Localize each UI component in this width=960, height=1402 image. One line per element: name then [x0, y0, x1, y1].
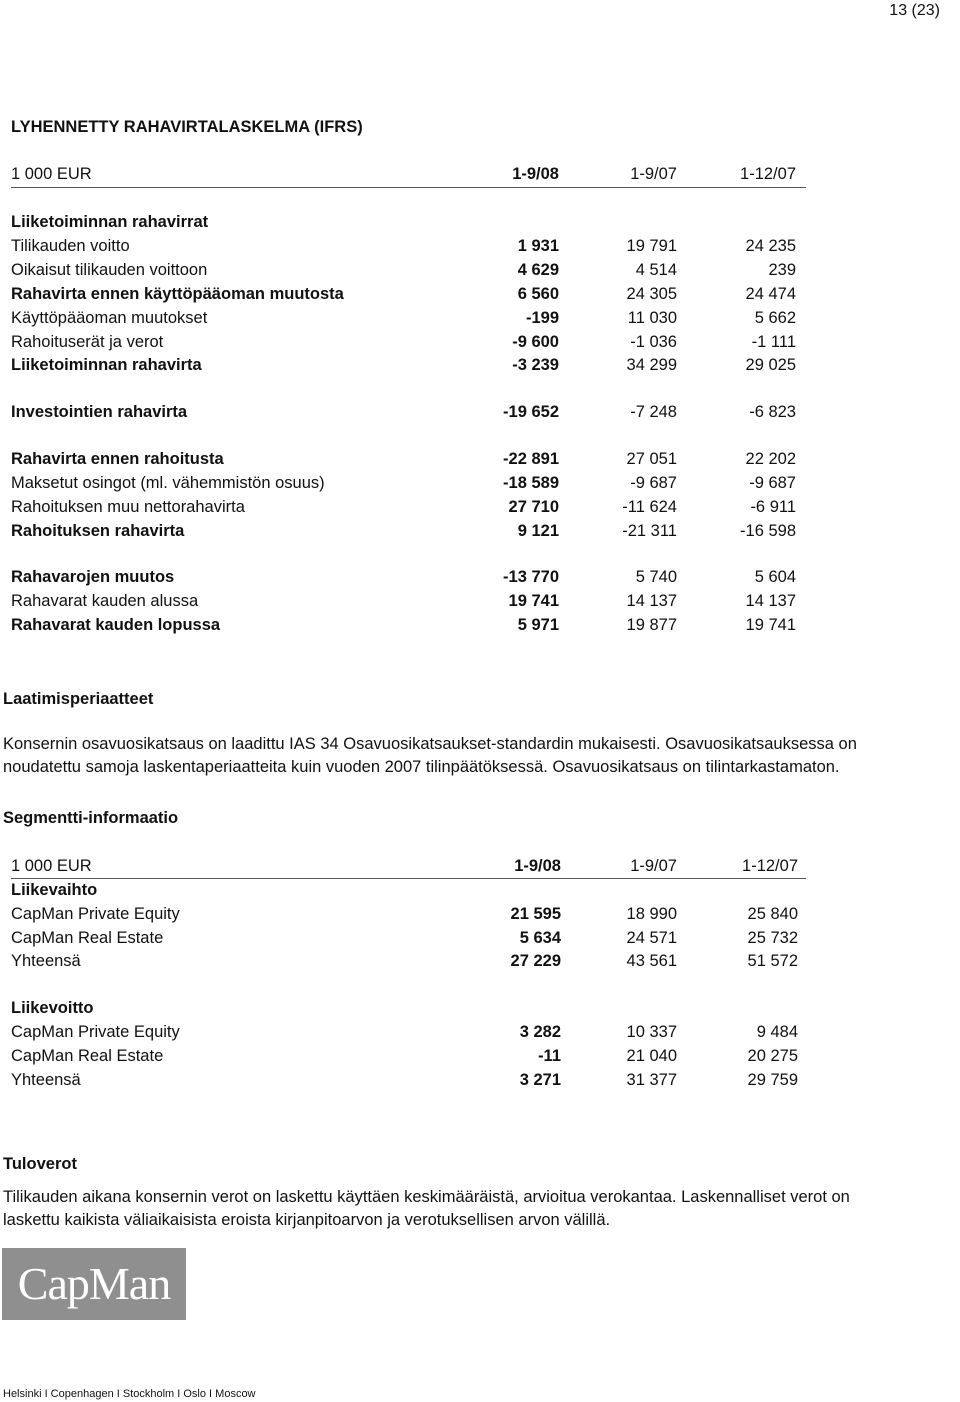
value-1-12-07: -16 598 — [740, 522, 796, 540]
value-1-9-07: 5 740 — [635, 568, 677, 586]
accounting-paragraph — [3, 733, 959, 779]
table-row — [11, 903, 806, 925]
table-row — [11, 950, 806, 972]
value-1-9-07: 4 514 — [635, 261, 677, 279]
row-label: CapMan Real Estate — [11, 929, 164, 947]
value-1-12-07: 5 604 — [754, 568, 796, 586]
accounting-line-1: Konsernin osavuosikatsaus on laadittu IAS 34 Osavuosikatsaukset-standardin mukaisesti. Osavuosikatsauksessa on — [3, 735, 857, 753]
value-1-9-07: 14 137 — [626, 592, 677, 610]
value-1-9-08: 27 229 — [510, 952, 561, 970]
row-label: Rahoituksen muu nettorahavirta — [11, 498, 245, 516]
value-1-12-07: 239 — [768, 261, 796, 279]
taxes-paragraph — [3, 1186, 959, 1232]
value-1-9-07: 27 051 — [626, 450, 677, 468]
value-1-12-07: -1 111 — [751, 333, 796, 351]
value-1-12-07: 9 484 — [756, 1023, 798, 1041]
value-1-9-07: -21 311 — [622, 522, 677, 540]
taxes-line-1: Tilikauden aikana konsernin verot on laskettu käyttäen keskimääräistä, arvioitua verokantaa. Laskennalliset verot on — [3, 1188, 850, 1206]
accounting-heading: Laatimisperiaatteet — [3, 690, 154, 708]
value-1-9-07: 31 377 — [626, 1071, 677, 1089]
value-1-9-07: 24 305 — [626, 285, 677, 303]
value-1-12-07: 14 137 — [745, 592, 796, 610]
value-1-9-07: 43 561 — [626, 952, 677, 970]
value-1-9-08: -199 — [525, 309, 559, 327]
value-1-9-08: -9 600 — [512, 333, 559, 351]
table-row — [11, 448, 806, 470]
value-1-12-07: 20 275 — [747, 1047, 798, 1065]
value-1-9-08: 3 271 — [519, 1071, 561, 1089]
table-header-row — [11, 855, 806, 877]
unit-label: 1 000 EUR — [11, 165, 92, 183]
value-1-9-07: 24 571 — [626, 929, 677, 947]
table-row — [11, 614, 806, 636]
capman-logo: CapMan — [2, 1248, 186, 1320]
col-header-1-9-08: 1-9/08 — [514, 857, 561, 875]
value-1-9-07: 10 337 — [626, 1023, 677, 1041]
value-1-9-08: -11 — [538, 1047, 561, 1065]
row-label: Rahavirta ennen rahoitusta — [11, 450, 224, 468]
row-label: Rahoituserät ja verot — [11, 333, 164, 351]
value-1-9-08: 19 741 — [508, 592, 559, 610]
footer-locations: Helsinki I Copenhagen I Stockholm I Oslo I Moscow — [3, 1388, 256, 1400]
table-row — [11, 401, 806, 423]
value-1-12-07: 19 741 — [745, 616, 796, 634]
value-1-9-08: 27 710 — [508, 498, 559, 516]
row-label: Rahoituksen rahavirta — [11, 522, 185, 540]
group-title — [11, 997, 806, 1019]
value-1-12-07: -6 823 — [749, 403, 796, 421]
section-title-label: Liiketoiminnan rahavirrat — [11, 213, 209, 231]
table-row — [11, 235, 806, 257]
col-header-1-9-07: 1-9/07 — [630, 857, 677, 875]
value-1-9-07: 21 040 — [626, 1047, 677, 1065]
value-1-9-07: 11 030 — [627, 309, 677, 327]
value-1-9-08: 5 634 — [519, 929, 561, 947]
table-row — [11, 283, 806, 305]
value-1-12-07: 51 572 — [747, 952, 798, 970]
row-label: Tilikauden voitto — [11, 237, 130, 255]
taxes-line-2: laskettu kaikista väliaikaisista eroista kirjanpitoarvon ja verotuksellisen arvon välillä. — [3, 1211, 611, 1229]
value-1-12-07: 25 732 — [747, 929, 798, 947]
value-1-9-08: -19 652 — [503, 403, 559, 421]
table-row — [11, 1045, 806, 1067]
row-label: CapMan Private Equity — [11, 905, 180, 923]
row-label: Liiketoiminnan rahavirta — [11, 356, 202, 374]
value-1-9-08: -18 589 — [503, 474, 559, 492]
document-title: LYHENNETTY RAHAVIRTALASKELMA (IFRS) — [11, 118, 363, 136]
table-row — [11, 520, 806, 542]
table-row — [11, 1069, 806, 1091]
value-1-9-07: -1 036 — [630, 333, 677, 351]
row-label: CapMan Private Equity — [11, 1023, 180, 1041]
value-1-9-07: 18 990 — [626, 905, 677, 923]
value-1-9-08: 5 971 — [517, 616, 559, 634]
unit-label: 1 000 EUR — [11, 857, 92, 875]
value-1-12-07: 5 662 — [754, 309, 796, 327]
value-1-12-07: 24 474 — [745, 285, 796, 303]
group-title-label: Liikevoitto — [11, 999, 94, 1017]
value-1-9-07: 34 299 — [626, 356, 677, 374]
row-label: Yhteensä — [11, 1071, 81, 1089]
col-header-1-12-07: 1-12/07 — [742, 857, 798, 875]
table-row — [11, 496, 806, 518]
header-divider — [11, 187, 806, 188]
value-1-12-07: -6 911 — [750, 498, 796, 516]
row-label: Käyttöpääoman muutokset — [11, 309, 208, 327]
table-row — [11, 590, 806, 612]
table-row — [11, 566, 806, 588]
value-1-9-08: -13 770 — [503, 568, 559, 586]
value-1-9-08: -3 239 — [512, 356, 559, 374]
value-1-9-07: -11 624 — [622, 498, 677, 516]
table-row — [11, 331, 806, 353]
row-label: Rahavirta ennen käyttöpääoman muutosta — [11, 285, 344, 303]
value-1-12-07: 29 025 — [745, 356, 796, 374]
value-1-9-07: -9 687 — [630, 474, 677, 492]
section-title — [11, 211, 806, 233]
table-header-row — [11, 163, 806, 185]
value-1-12-07: 22 202 — [745, 450, 796, 468]
value-1-12-07: 25 840 — [747, 905, 798, 923]
value-1-9-08: 9 121 — [517, 522, 559, 540]
col-header-1-9-07: 1-9/07 — [630, 165, 677, 183]
value-1-9-08: 6 560 — [517, 285, 559, 303]
value-1-9-08: 3 282 — [519, 1023, 561, 1041]
table-row — [11, 259, 806, 281]
row-label: Rahavarat kauden lopussa — [11, 616, 221, 634]
table-row — [11, 354, 806, 376]
accounting-line-2: noudatettu samoja laskentaperiaatteita kuin vuoden 2007 tilinpäätöksessä. Osavuosikatsaus on tilintarkastamaton. — [3, 758, 840, 776]
row-label: Maksetut osingot (ml. vähemmistön osuus) — [11, 474, 325, 492]
row-label: Oikaisut tilikauden voittoon — [11, 261, 208, 279]
row-label: Rahavarat kauden alussa — [11, 592, 199, 610]
value-1-9-07: 19 791 — [626, 237, 677, 255]
value-1-9-08: 4 629 — [517, 261, 559, 279]
table-row — [11, 472, 806, 494]
row-label: Yhteensä — [11, 952, 81, 970]
col-header-1-12-07: 1-12/07 — [740, 165, 796, 183]
table-row — [11, 927, 806, 949]
row-label: Rahavarojen muutos — [11, 568, 175, 586]
row-label: CapMan Real Estate — [11, 1047, 164, 1065]
table-row — [11, 307, 806, 329]
value-1-12-07: -9 687 — [749, 474, 796, 492]
value-1-12-07: 24 235 — [745, 237, 796, 255]
group-title-label: Liikevaihto — [11, 881, 98, 899]
row-label: Investointien rahavirta — [11, 403, 188, 421]
table-row — [11, 1021, 806, 1043]
value-1-9-08: 21 595 — [510, 905, 561, 923]
segment-heading: Segmentti-informaatio — [3, 809, 179, 827]
taxes-heading: Tuloverot — [3, 1155, 77, 1173]
value-1-9-08: -22 891 — [503, 450, 559, 468]
value-1-12-07: 29 759 — [747, 1071, 798, 1089]
page-number: 13 (23) — [889, 2, 940, 19]
value-1-9-07: -7 248 — [630, 403, 677, 421]
col-header-1-9-08: 1-9/08 — [512, 165, 559, 183]
group-title — [11, 879, 806, 901]
value-1-9-07: 19 877 — [626, 616, 677, 634]
value-1-9-08: 1 931 — [517, 237, 559, 255]
